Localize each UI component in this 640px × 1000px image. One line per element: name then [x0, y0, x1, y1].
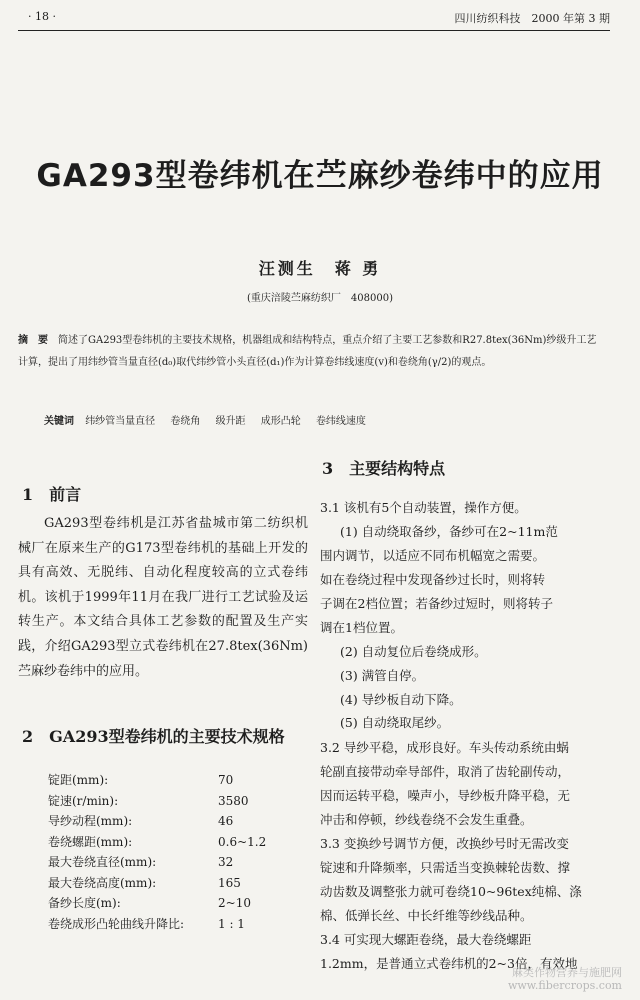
text-line: (3) 满管自停。 — [340, 668, 425, 683]
text-line: 轮副直接带动牵导部件，取消了齿轮副传动， — [320, 764, 571, 779]
keyword-item: 纬纱管当量直径 — [85, 416, 156, 427]
spec-table — [48, 770, 308, 934]
spec-value: 1 : 1 — [218, 916, 245, 931]
text-line: 围内调节，以适应不同布机幅宽之需要。 — [320, 548, 546, 563]
keywords — [44, 412, 378, 427]
text-line: 3.3 变换纱号调节方便，改换纱号时无需改变 — [320, 836, 569, 851]
spec-row — [48, 811, 308, 832]
text-line: 动齿数及调整张力就可卷绕10~96tex纯棉、涤 — [320, 884, 582, 899]
text-line: 锭速和升降频率，只需适当变换棘轮齿数、撑 — [320, 860, 571, 875]
keyword-item: 卷绕角 — [170, 416, 201, 427]
spec-row — [48, 832, 308, 853]
section-heading: 2 GA293型卷纬机的主要技术规格 — [22, 727, 285, 746]
text-line: 因而运转平稳，噪声小，导纱板升降平稳，无 — [320, 788, 571, 803]
keyword-item: 级升距 — [215, 416, 246, 427]
text-line: 子调在2档位置；若备纱过短时，则将转子 — [320, 596, 553, 611]
text-line: 如在卷绕过程中发现备纱过长时，则将转 — [320, 572, 546, 587]
abstract — [18, 330, 606, 374]
spec-value: 32 — [218, 855, 234, 869]
spec-row — [48, 852, 308, 873]
spec-label: 卷绕成形凸轮曲线升降比: — [48, 916, 185, 931]
spec-row — [48, 914, 308, 935]
journal-issue: 四川纺织科技 2000 年第 3 期 — [454, 12, 610, 25]
spec-row — [48, 770, 308, 791]
watermark-url: www.fibercrops.com — [507, 979, 622, 992]
watermark-cn: 麻类作物营养与施肥网 — [512, 966, 622, 979]
text-line: 棉、低弹长丝、中长纤维等纱线品种。 — [320, 908, 533, 923]
text-line: (4) 导纱板自动下降。 — [340, 692, 462, 707]
spec-value: 3580 — [218, 793, 249, 808]
spec-value: 0.6~1.2 — [218, 834, 267, 849]
section-heading: 3 主要结构特点 — [322, 459, 446, 478]
site-watermark — [508, 966, 622, 992]
spec-row — [48, 873, 308, 894]
text-line: 3.2 导纱平稳，成形良好。车头传动系统由蜗 — [320, 740, 569, 755]
spec-label: 卷绕螺距(mm): — [48, 834, 133, 849]
spec-value: 165 — [218, 875, 241, 890]
spec-label: 锭距(mm): — [48, 773, 109, 787]
spec-value: 46 — [218, 814, 234, 828]
spec-label: 导纱动程(mm): — [48, 814, 133, 828]
abstract-label: 摘 要 — [18, 335, 48, 346]
spec-label: 备纱长度(m): — [48, 896, 121, 910]
spec-label: 锭速(r/min): — [48, 793, 119, 808]
page-header — [18, 6, 610, 28]
spec-row — [48, 893, 308, 914]
text-line: 冲击和停顿，纱线卷绕不会发生重叠。 — [320, 812, 533, 827]
spec-value: 70 — [218, 773, 234, 787]
intro-paragraph: GA293型卷纬机是江苏省盐城市第二纺织机械厂在原来生产的G173型卷纬机的基础上开发的具有高效、无脱纬、自动化程度较高的立式卷纬机。该机于1999年11月在我厂进行工艺试验及运转生产。本文结合具体工艺参数的配置及生产实践，介绍GA293型立式卷纬机在27.8tex(36Nm)苎麻纱卷纬中的应用。 — [18, 516, 308, 679]
header-rule — [18, 30, 610, 31]
keyword-item: 成形凸轮 — [260, 416, 301, 427]
spec-label: 最大卷绕高度(mm): — [48, 875, 157, 890]
spec-label: 最大卷绕直径(mm): — [48, 855, 157, 869]
affiliation: (重庆涪陵苎麻纺织厂 408000) — [247, 293, 393, 304]
authors: 汪测生 蒋 勇 — [258, 259, 382, 278]
keyword-item: 卷纬线速度 — [315, 416, 366, 427]
text-line: (5) 自动绕取尾纱。 — [340, 715, 450, 730]
text-line: 调在1档位置。 — [320, 620, 403, 635]
text-line: (1) 自动绕取备纱，备纱可在2~11m范 — [340, 524, 558, 539]
text-line: 3.1 该机有5个自动装置，操作方便。 — [320, 500, 527, 515]
spec-row — [48, 791, 308, 812]
text-line: (2) 自动复位后卷绕成形。 — [340, 644, 487, 659]
text-line: 3.4 可实现大螺距卷绕，最大卷绕螺距 — [320, 932, 532, 947]
text-line: 1.2mm，是普通立式卷纬机的2~3倍，有效地 — [320, 956, 578, 971]
paper-title: GA293型卷纬机在苎麻纱卷纬中的应用 — [36, 158, 604, 194]
page-number: · 18 · — [28, 10, 56, 23]
keywords-label: 关键词 — [44, 416, 74, 427]
abstract-text: 简述了GA293型卷纬机的主要技术规格，机器组成和结构特点，重点介绍了主要工艺参数和R27.8tex(36Nm)纱级升工艺计算，提出了用纬纱管当量直径(d₀)取代纬纱管小头直径(d₁)作为计算卷纬线速度(v)和卷绕角(γ/2)的观点。 — [18, 335, 597, 368]
section-heading: 1 前言 — [22, 485, 82, 504]
spec-value: 2~10 — [218, 896, 251, 910]
